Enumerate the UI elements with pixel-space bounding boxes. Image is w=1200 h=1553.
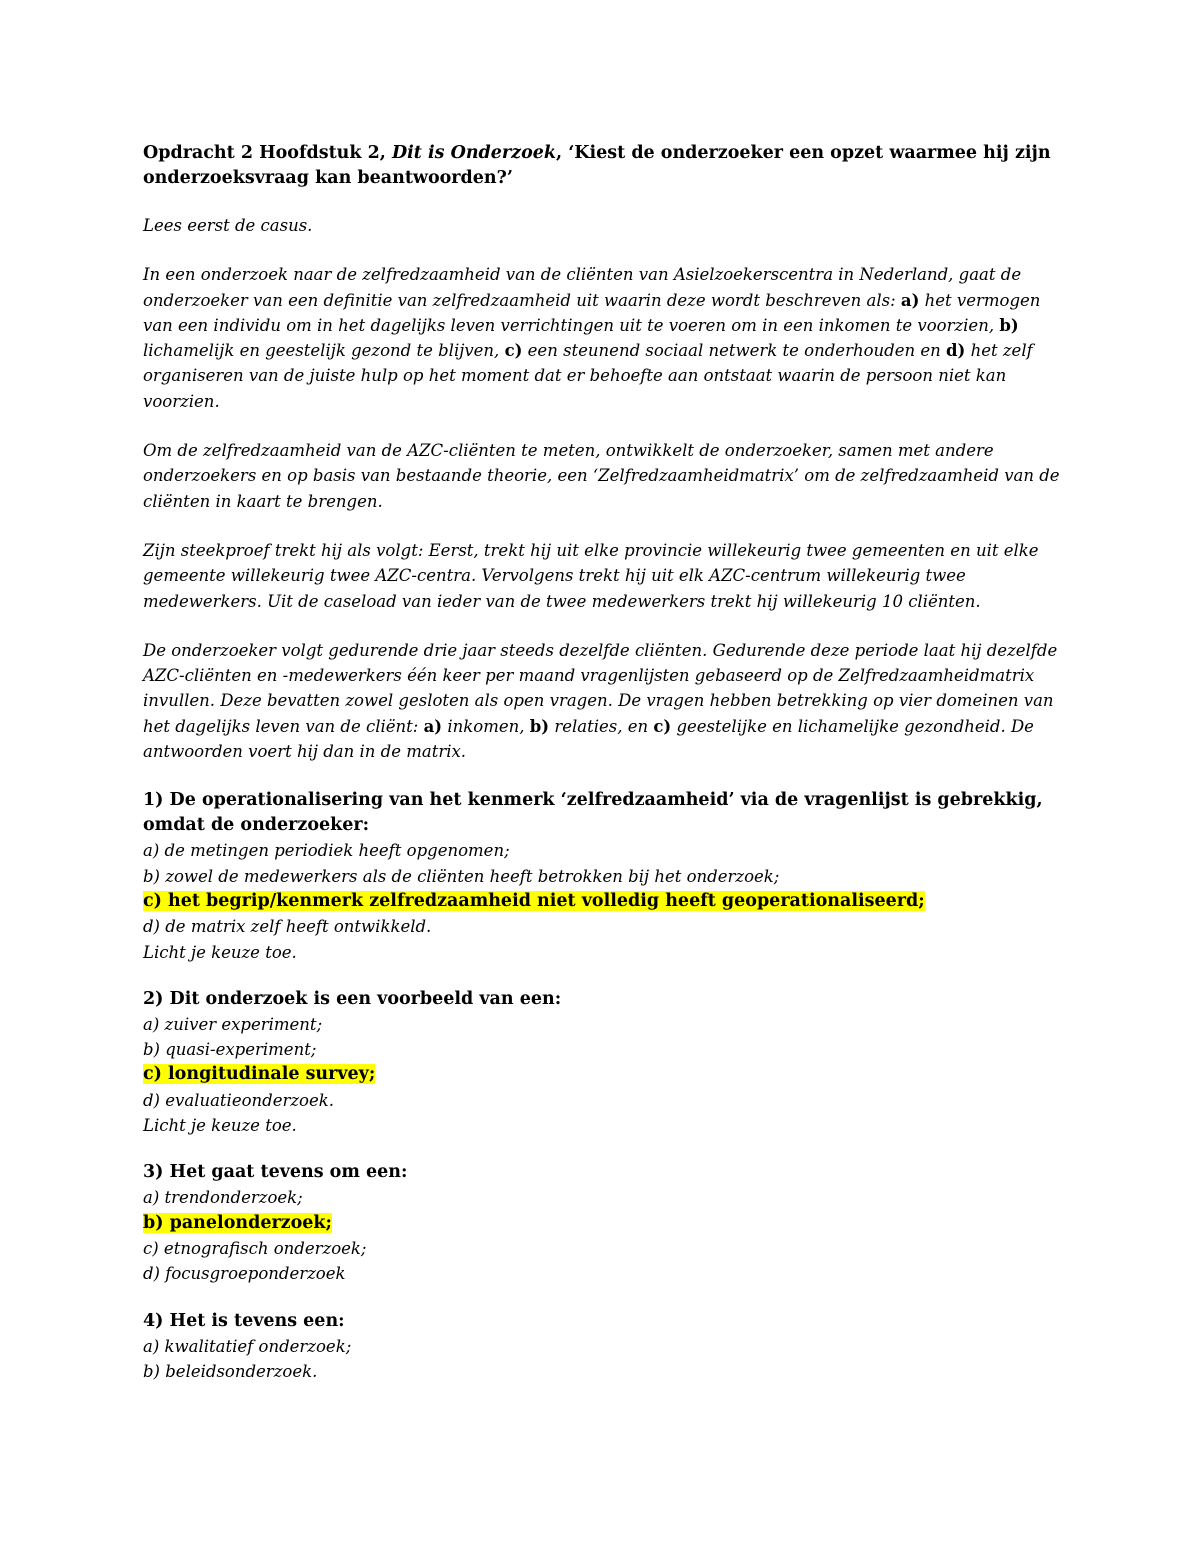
question-title: 2) Dit onderzoek is een voorbeeld van een: [143,988,562,1009]
case-paragraph-4 [143,638,1063,764]
case-marker: a) [900,290,920,310]
question-4 [143,1309,1063,1385]
title-prefix: Opdracht 2 Hoofdstuk 2, [143,143,392,163]
case-marker: c) [504,341,523,361]
case-marker: b) [529,716,550,736]
highlighted-answer: b) panelonderzoek; [143,1212,333,1233]
answer-option: b) quasi-experiment; [143,1040,317,1060]
question-title: 3) Het gaat tevens om een: [143,1162,408,1183]
document-content [143,141,1063,1406]
answer-option: d) focusgroeponderzoek [143,1264,346,1284]
question-2 [143,987,1063,1138]
case-marker: b) [999,315,1019,335]
case-marker: c) [653,716,672,736]
case-text: het vermogen van een individu om in het dagelijks leven verrichtingen uit te voeren om in een inkomen te voorzien, [143,290,1041,335]
question-title: 1) De operationalisering van het kenmerk ‘zelfredzaamheid’ via de vragenlijst is gebrekkig, omdat de onderzoeker: [143,790,1043,836]
case-text: inkomen, [442,716,530,736]
answer-option: d) evaluatieonderzoek. [143,1090,334,1110]
question-1 [143,788,1063,964]
answer-option: b) zowel de medewerkers als de cliënten heeft betrokken bij het onderzoek; [143,866,780,886]
intro-text: Lees eerst de casus. [143,216,313,235]
answer-option-highlighted [143,1211,1063,1236]
case-marker: d) [945,341,966,361]
answer-option: b) beleidsonderzoek. [143,1361,318,1381]
question-3 [143,1160,1063,1286]
title-suffix: , ‘Kiest de onderzoeker een opzet waarmee hij zijn onderzoeksvraag kan beantwoorden?’ [143,143,1051,188]
title-book: Dit is Onderzoek [391,143,557,163]
case-text: lichamelijk en geestelijk gezond te blijven, [143,341,505,361]
answer-option: c) etnografisch onderzoek; [143,1238,367,1258]
answer-option: d) de matrix zelf heeft ontwikkeld. [143,917,432,937]
answer-option: a) zuiver experiment; [143,1014,323,1034]
case-text: geestelijke en lichamelijke gezondheid. De antwoorden voert hij dan in de matrix. [143,716,1034,762]
answer-option-highlighted [143,1062,1063,1087]
case-text: een steunend sociaal netwerk te onderhouden en [522,341,946,361]
case-text: relaties, en [549,716,654,736]
answer-option-highlighted [143,889,1063,914]
case-paragraph-3: Zijn steekproef trekt hij als volgt: Eerst, trekt hij uit elke provincie willekeurig twee gemeenten en uit elke gemeente willekeurig twee AZC-centra. Vervolgens trekt hij uit elk AZC-centrum willekeurig twee medewerkers. Uit de caseload van ieder van de twee medewerkers trekt hij willekeurig 10 cliënten. [143,540,1039,611]
highlighted-answer: c) het begrip/kenmerk zelfredzaamheid niet volledig heeft geoperationaliseerd; [143,890,925,911]
instruction-note: Licht je keuze toe. [143,942,297,962]
case-text: In een onderzoek naar de zelfredzaamheid van de cliënten van Asielzoekerscentra in Nederland, gaat de onderzoeker van een definitie van zelfredzaamheid uit waarin deze wordt beschreven als: [143,265,1022,310]
answer-option: a) trendonderzoek; [143,1188,303,1208]
case-paragraph-2: Om de zelfredzaamheid van de AZC-cliënten te meten, ontwikkelt de onderzoeker, samen met andere onderzoekers en op basis van bestaande theorie, een ‘Zelfredzaamheidmatrix’ om de zelfredzaamheid van de cliënten in kaart te brengen. [143,441,1060,511]
case-text: het zelf organiseren van de juiste hulp op het moment dat er behoefte aan ontstaat waarin de persoon niet kan voorzien. [143,341,1033,411]
case-paragraph-1 [143,262,1063,414]
case-marker: a) [423,716,443,736]
highlighted-answer: c) longitudinale survey; [143,1064,376,1085]
case-text: De onderzoeker volgt gedurende drie jaar steeds dezelfde cliënten. Gedurende deze periode laat hij dezelfde AZC-cliënten en -medewerkers één keer per maand vragenlijsten gebaseerd op de Zelfredzaamheidmatrix invullen. Deze bevatten zowel gesloten als open vragen. De vragen hebben betrekking op vier domeinen van het dagelijks leven van de cliënt: [143,640,1058,736]
assignment-title [143,141,1063,191]
instruction-note: Licht je keuze toe. [143,1116,297,1136]
answer-option: a) de metingen periodiek heeft opgenomen; [143,841,510,861]
answer-option: a) kwalitatief onderzoek; [143,1336,352,1356]
question-title: 4) Het is tevens een: [143,1310,345,1331]
